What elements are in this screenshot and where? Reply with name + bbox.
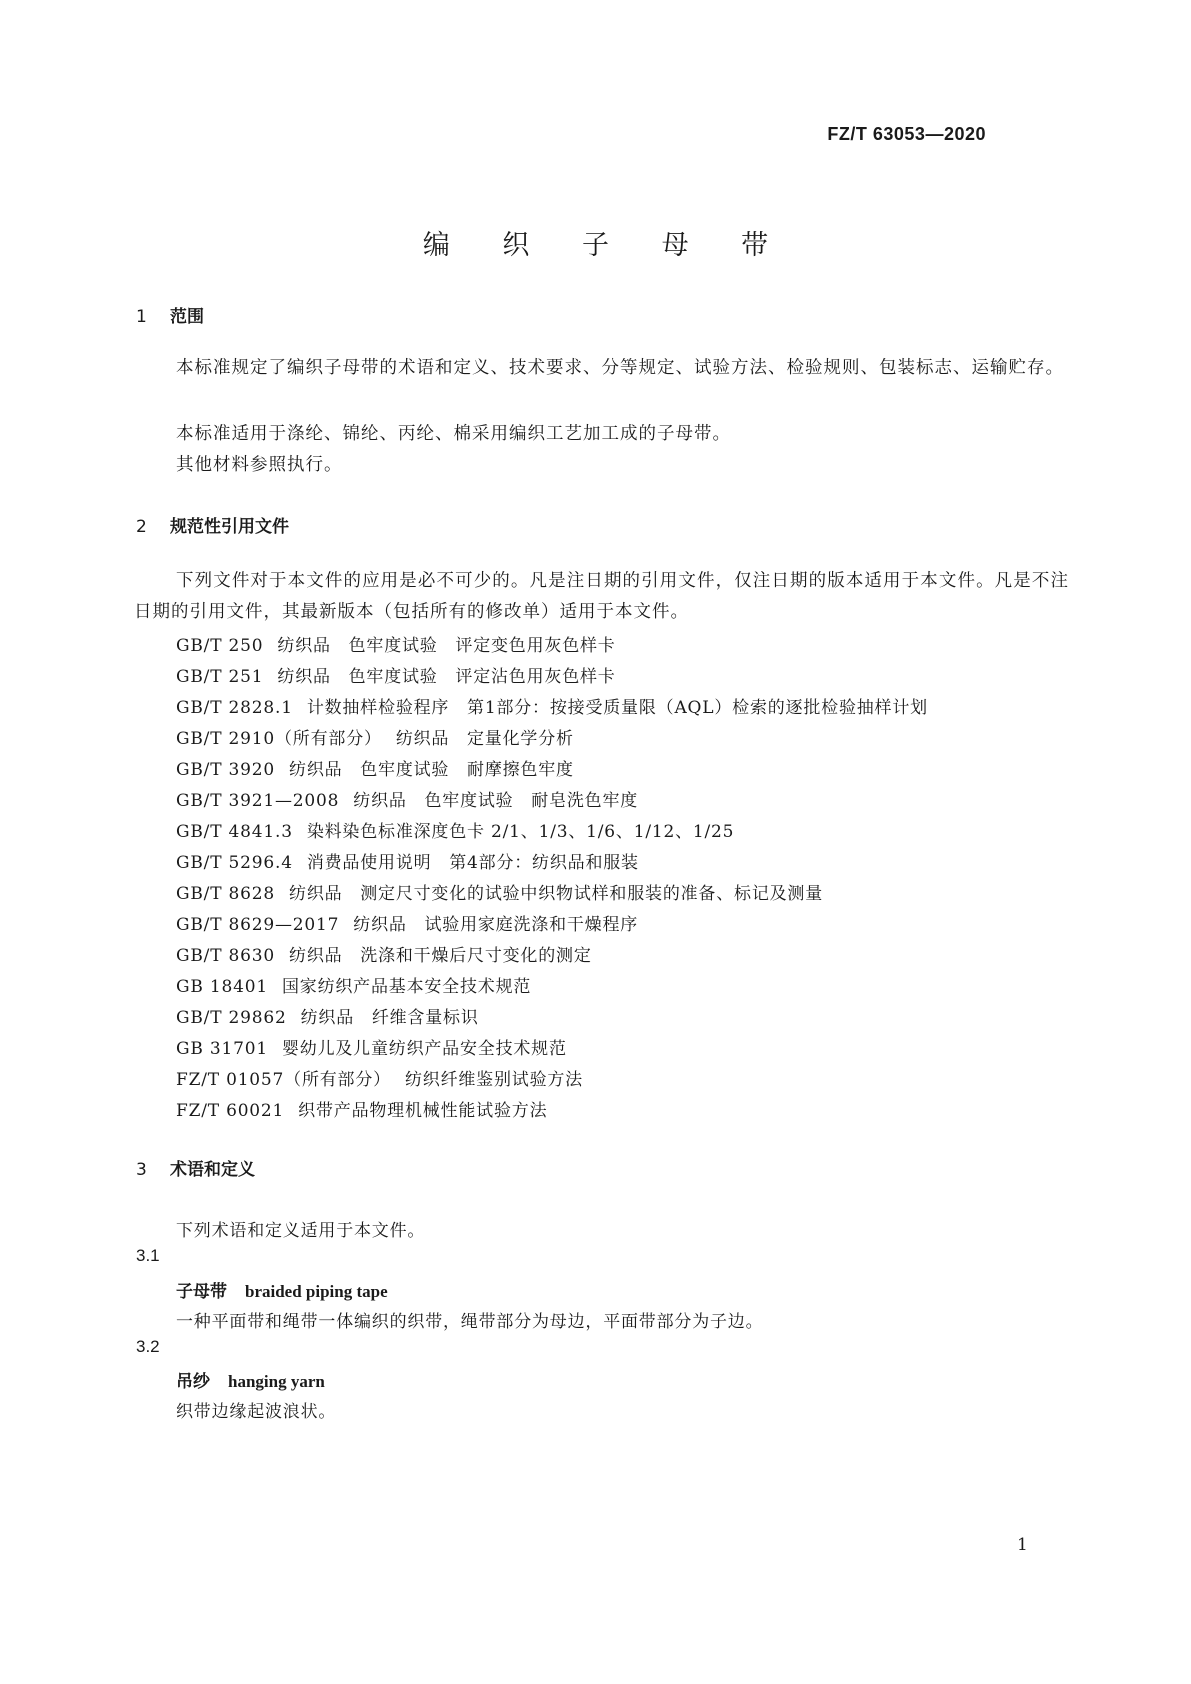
reference-title: 纺织品 纤维含量标识 [300, 1008, 479, 1028]
reference-title: 纺织品 测定尺寸变化的试验中织物试样和服装的准备、标记及测量 [289, 884, 824, 904]
term-heading [176, 1277, 388, 1302]
section-title: 术语和定义 [170, 1160, 255, 1180]
reference-code: GB/T 2910（所有部分） [176, 729, 382, 749]
reference-item [176, 724, 574, 749]
reference-code: GB 31701 [176, 1039, 268, 1059]
section-number: 3 [136, 1160, 147, 1180]
reference-code: GB/T 2828.1 [176, 698, 293, 718]
terms-intro: 下列术语和定义适用于本文件。 [176, 1221, 426, 1241]
reference-title: 纺织品 色牢度试验 评定变色用灰色样卡 [277, 636, 616, 656]
reference-title: 纺织品 定量化学分析 [395, 729, 574, 749]
reference-code: GB/T 251 [176, 667, 264, 687]
reference-code: GB 18401 [176, 977, 268, 997]
reference-item [176, 786, 638, 811]
term-number: 3.2 [136, 1337, 160, 1356]
section-2-heading [136, 512, 289, 537]
reference-code: GB/T 8630 [176, 946, 276, 966]
scope-paragraph-1: 本标准规定了编织子母带的术语和定义、技术要求、分等规定、试验方法、检验规则、包装标志、运输贮存。 [176, 358, 1064, 378]
reference-item [176, 662, 616, 687]
reference-code: FZ/T 01057（所有部分） [176, 1070, 391, 1090]
term-definition: 一种平面带和绳带一体编织的织带，绳带部分为母边，平面带部分为子边。 [176, 1312, 764, 1332]
reference-item [176, 817, 734, 842]
reference-code: GB/T 3920 [176, 760, 276, 780]
reference-title: 染料染色标准深度色卡 2/1、1/3、1/6、1/12、1/25 [306, 822, 735, 842]
reference-title: 计数抽样检验程序 第1部分：按接受质量限（AQL）检索的逐批检验抽样计划 [306, 698, 928, 718]
section-number: 1 [136, 307, 147, 327]
section-3-heading [136, 1155, 255, 1180]
reference-code: GB/T 4841.3 [176, 822, 293, 842]
reference-item [176, 631, 616, 656]
reference-item [176, 1096, 547, 1121]
section-number: 2 [136, 517, 147, 537]
term-heading [176, 1367, 325, 1392]
page-number: 1 [1017, 1535, 1028, 1555]
term-english: braided piping tape [245, 1282, 388, 1301]
reference-title: 纺织品 色牢度试验 评定沾色用灰色样卡 [277, 667, 616, 687]
reference-code: GB/T 250 [176, 636, 264, 656]
reference-title: 织带产品物理机械性能试验方法 [298, 1101, 548, 1121]
scope-paragraph-2: 本标准适用于涤纶、锦纶、丙纶、棉采用编织工艺加工成的子母带。 [176, 424, 731, 444]
section-1-heading [136, 302, 204, 327]
reference-item [176, 693, 928, 718]
reference-item [176, 848, 639, 873]
document-title: 编 织 子 母 带 [422, 230, 791, 261]
term-number: 3.1 [136, 1246, 160, 1265]
reference-code: GB/T 8628 [176, 884, 276, 904]
reference-code: GB/T 8629—2017 [176, 915, 340, 935]
scope-paragraph-3: 其他材料参照执行。 [176, 455, 343, 475]
normative-intro: 下列文件对于本文件的应用是必不可少的。凡是注日期的引用文件，仅注日期的版本适用于本文件。凡是不注日期的引用文件，其最新版本（包括所有的修改单）适用于本文件。 [134, 571, 1069, 622]
reference-code: FZ/T 60021 [176, 1101, 285, 1121]
reference-title: 消费品使用说明 第4部分：纺织品和服装 [306, 853, 639, 873]
term-chinese: 吊纱 [176, 1372, 210, 1392]
reference-code: GB/T 29862 [176, 1008, 287, 1028]
term-definition: 织带边缘起波浪状。 [176, 1402, 337, 1422]
reference-title: 婴幼儿及儿童纺织产品安全技术规范 [281, 1039, 567, 1059]
reference-item [176, 1003, 479, 1028]
reference-item [176, 879, 823, 904]
reference-item [176, 941, 592, 966]
reference-title: 纺织品 试验用家庭洗涤和干燥程序 [353, 915, 639, 935]
section-title: 范围 [170, 307, 204, 327]
reference-title: 国家纺织产品基本安全技术规范 [281, 977, 532, 997]
reference-title: 纺织纤维鉴别试验方法 [404, 1070, 583, 1090]
reference-code: GB/T 3921—2008 [176, 791, 340, 811]
reference-item [176, 910, 638, 935]
standard-code: FZ/T 63053—2020 [827, 124, 986, 144]
reference-title: 纺织品 色牢度试验 耐皂洗色牢度 [353, 791, 639, 811]
reference-item [176, 972, 531, 997]
section-title: 规范性引用文件 [170, 517, 289, 537]
reference-title: 纺织品 洗涤和干燥后尺寸变化的测定 [289, 946, 592, 966]
reference-item [176, 1065, 583, 1090]
reference-code: GB/T 5296.4 [176, 853, 293, 873]
reference-title: 纺织品 色牢度试验 耐摩擦色牢度 [289, 760, 574, 780]
term-chinese: 子母带 [176, 1282, 227, 1302]
reference-item [176, 1034, 567, 1059]
term-english: hanging yarn [228, 1372, 325, 1391]
reference-item [176, 755, 574, 780]
